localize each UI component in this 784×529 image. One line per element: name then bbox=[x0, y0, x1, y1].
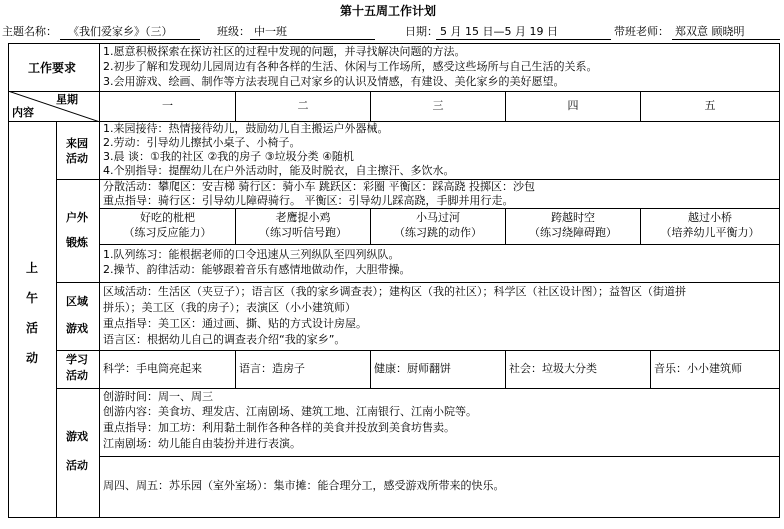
outdoor-game-goal: （练习反应能力） bbox=[123, 226, 212, 239]
arrival-line: 4.个别指导：提醒幼儿在户外活动时，能及时脱衣，自主擦汗、多饮水。 bbox=[103, 164, 455, 177]
morning-activities-label: 上午活动 bbox=[25, 261, 38, 365]
learning-item: 社会：垃圾大分类 bbox=[509, 362, 597, 375]
day-header: 二 bbox=[297, 99, 309, 112]
corner-content-label: 内容 bbox=[12, 106, 34, 119]
day-header: 五 bbox=[704, 99, 716, 112]
outdoor-game-name: 越过小桥 bbox=[688, 211, 732, 224]
outdoor-line: 分散活动：攀爬区：安吉梯 骑行区：骑小车 跳跃区：彩圈 平衡区：踩高跷 投掷区：沙包 bbox=[103, 180, 535, 193]
area-line: 语言区：根据幼儿自己的调查表介绍“我的家乡”。 bbox=[103, 333, 346, 346]
outdoor-game-name: 老鹰捉小鸡 bbox=[275, 211, 331, 224]
outdoor-line: 重点指导：骑行区：引导幼儿障碍骑行。 平衡区：引导幼儿踩高跷，手脚并用行走。 bbox=[103, 194, 514, 207]
teacher-value: 郑双意 顾晓明 bbox=[675, 25, 745, 38]
outdoor-game-goal: （练习听信号跑） bbox=[259, 226, 347, 239]
page-title: 第十五周工作计划 bbox=[340, 4, 437, 18]
day-header: 三 bbox=[432, 99, 444, 112]
drill-line: 2.操节、韵律活动：能够跟着音乐有感情地做动作，大胆带操。 bbox=[103, 263, 411, 276]
class-label: 班级： bbox=[217, 25, 250, 38]
game-bottom-line: 周四、周五：苏乐园（室外室场）：集市摊：能合理分工，感受游戏所带来的快乐。 bbox=[103, 479, 505, 492]
area-games-label: 游戏 bbox=[66, 322, 88, 335]
outdoor-game-name: 跨越时空 bbox=[551, 211, 595, 224]
area-games-label: 区域 bbox=[66, 295, 88, 308]
outdoor-game-goal: （练习绕障碍跑） bbox=[529, 226, 617, 239]
teacher-underline bbox=[672, 39, 780, 40]
game-activities-label: 游戏 bbox=[66, 430, 88, 443]
outdoor-game-name: 小马过河 bbox=[416, 211, 460, 224]
class-underline bbox=[250, 39, 375, 40]
arrival-label: 活动 bbox=[66, 152, 88, 165]
corner-weekday-label: 星期 bbox=[56, 93, 78, 106]
drill-line: 1.队列练习：能根据老师的口令迅速从三列纵队至四列纵队。 bbox=[103, 248, 400, 261]
outdoor-game-goal: （培养幼儿平衡力） bbox=[660, 226, 760, 239]
learning-label: 活动 bbox=[66, 369, 88, 382]
game-activities-label: 活动 bbox=[66, 459, 88, 472]
date-label: 日期： bbox=[405, 25, 438, 38]
outdoor-game-goal: （练习跳的动作） bbox=[394, 226, 482, 239]
arrival-line: 1.来园接待：热情接待幼儿，鼓励幼儿自主搬运户外器械。 bbox=[103, 122, 389, 135]
learning-item: 语言：造房子 bbox=[239, 362, 305, 375]
game-line: 重点指导：加工坊：利用黏土制作各种各样的美食并投放到美食坊售卖。 bbox=[103, 421, 455, 434]
arrival-label: 来园 bbox=[66, 137, 88, 150]
game-line: 江南剧场：幼儿能自由装扮并进行表演。 bbox=[103, 437, 301, 450]
learning-item: 健康：厨师翻饼 bbox=[374, 362, 451, 375]
theme-underline bbox=[60, 39, 200, 40]
requirement-line: 2.初步了解和发现幼儿园周边有各种各样的生活、休闲与工作场所，感受这些场所与自己生活的关系。 bbox=[103, 60, 598, 73]
area-line: 区域活动：生活区（夹豆子）；语言区（我的家乡调查表）；建构区（我的社区）；科学区（社区设计图）；益智区（街道拼 bbox=[103, 285, 686, 298]
day-header: 一 bbox=[162, 99, 173, 112]
requirement-line: 1.愿意积极探索在探访社区的过程中发现的问题，并寻找解决问题的方法。 bbox=[103, 45, 466, 58]
date-underline bbox=[436, 39, 611, 40]
learning-label: 学习 bbox=[66, 353, 88, 366]
outdoor-label: 户外 bbox=[66, 211, 88, 224]
game-line: 创游时间：周一、周三 bbox=[103, 390, 213, 403]
requirement-line: 3.会用游戏、绘画、制作等方法表现自己对家乡的认识及情感，有建设、美化家乡的美好愿望。 bbox=[103, 75, 565, 88]
area-line: 拼乐）；美工区（我的房子）；表演区（小小建筑师） bbox=[103, 301, 356, 314]
game-line: 创游内容：美食坊、理发店、江南剧场、建筑工地、江南银行、江南小院等。 bbox=[103, 405, 477, 418]
class-value: 中一班 bbox=[254, 25, 287, 38]
arrival-line: 3.晨 谈：①我的社区 ②我的房子 ③垃圾分类 ④随机 bbox=[103, 150, 354, 163]
day-header: 四 bbox=[567, 99, 579, 112]
outdoor-game-name: 好吃的枇杷 bbox=[140, 211, 195, 224]
theme-label: 主题名称： bbox=[2, 25, 57, 38]
learning-item: 科学：手电筒亮起来 bbox=[103, 362, 202, 375]
arrival-line: 2.劳动：引导幼儿擦拭小桌子、小椅子。 bbox=[103, 136, 301, 149]
area-line: 重点指导：美工区：通过画、撕、贴的方式设计房屋。 bbox=[103, 317, 367, 330]
outdoor-label: 锻炼 bbox=[66, 236, 88, 249]
date-value: 5 月 15 日—5 月 19 日 bbox=[440, 25, 558, 38]
theme-value: 《我们爱家乡》（三） bbox=[68, 25, 173, 38]
learning-item: 音乐：小小建筑师 bbox=[654, 362, 742, 375]
requirements-label: 工作要求 bbox=[28, 61, 77, 75]
teacher-label: 带班老师： bbox=[614, 25, 669, 38]
